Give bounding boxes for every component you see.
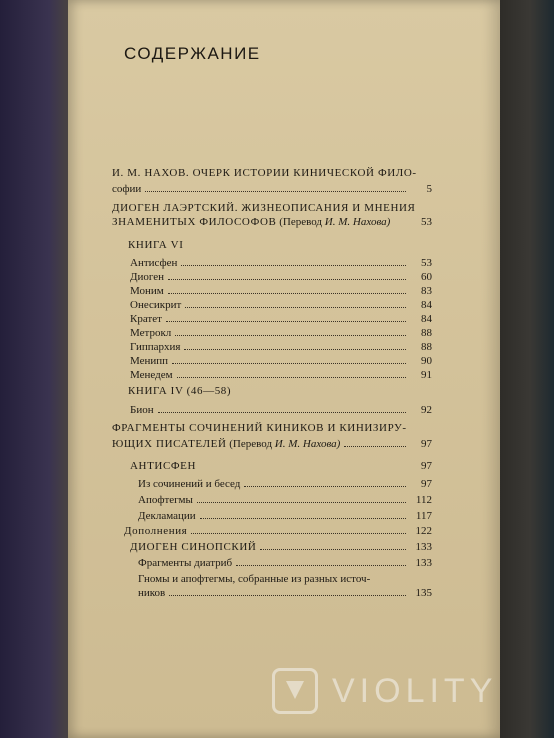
background-right	[494, 0, 554, 738]
translation-note: (Перевод	[229, 438, 273, 450]
violity-watermark	[272, 668, 497, 714]
toc-entry-title: ЮЩИХ ПИСАТЕЛЕЙ	[112, 438, 227, 450]
toc-item: Фрагменты диатриб 133	[138, 557, 432, 569]
book-heading-iv: КНИГА IV (46—58)	[128, 385, 232, 397]
toc-entry-title: ЗНАМЕНИТЫХ ФИЛОСОФОВ	[112, 216, 277, 228]
toc-item: Моним 83	[130, 285, 432, 297]
translator-name: И. М. Нахова)	[324, 216, 391, 228]
toc-item: Гиппархия 88	[130, 341, 432, 353]
toc-item: Кратет 84	[130, 313, 432, 325]
page-heading: СОДЕРЖАНИЕ	[124, 44, 261, 63]
toc-entry-fragments-line1: ФРАГМЕНТЫ СОЧИНЕНИЙ КИНИКОВ И КИНИЗИРУ-	[112, 422, 407, 434]
toc-item-additions: Дополнения 122	[124, 525, 432, 537]
toc-item: Бион 92	[130, 404, 432, 416]
translator-name: И. М. Нахова)	[274, 438, 341, 450]
toc-section-diogenes: ДИОГЕН СИНОПСКИЙ 133	[130, 541, 432, 553]
toc-item-gnomes: ников 135	[138, 587, 432, 599]
toc-entry-page: 53	[421, 216, 432, 228]
toc-section-antisthenes: АНТИСФЕН 97	[130, 460, 432, 472]
book-heading-vi: КНИГА VI	[128, 239, 184, 251]
toc-item: Онесикрит 84	[130, 299, 432, 311]
translation-note: (Перевод	[279, 216, 323, 228]
toc-item: Декламации 117	[138, 510, 432, 522]
leader-dots	[145, 191, 406, 192]
violity-logo-icon	[272, 668, 318, 714]
book-page	[68, 0, 500, 738]
toc-item: Диоген 60	[130, 271, 432, 283]
toc-entry-diogenes-laertius-line1: ДИОГЕН ЛАЭРТСКИЙ. ЖИЗНЕОПИСАНИЯ И МНЕНИЯ	[112, 202, 416, 214]
toc-entry-title: софии	[112, 183, 142, 195]
toc-entry-nakhov	[112, 182, 432, 196]
toc-item: Апофтегмы 112	[138, 494, 432, 506]
leader-space	[394, 224, 406, 225]
background-left	[0, 0, 70, 738]
toc-item: Менедем 91	[130, 369, 432, 381]
toc-item-gnomes-line1: Гномы и апофтегмы, собранные из разных источ-	[138, 573, 371, 585]
toc-entry-diogenes-laertius	[112, 215, 432, 229]
toc-item: Из сочинений и бесед 97	[138, 478, 432, 490]
toc-entry-fragments	[112, 437, 432, 451]
toc-entry-page: 97	[421, 438, 432, 450]
toc-entry-nakhov-line1: И. М. НАХОВ. ОЧЕРК ИСТОРИИ КИНИЧЕСКОЙ ФИЛО-	[112, 167, 417, 179]
toc-item: Антисфен 53	[130, 257, 432, 269]
toc-entry-page: 5	[426, 183, 432, 195]
toc-item: Менипп 90	[130, 355, 432, 367]
toc-item: Метрокл 88	[130, 327, 432, 339]
watermark-text: VIOLITY	[332, 671, 498, 710]
